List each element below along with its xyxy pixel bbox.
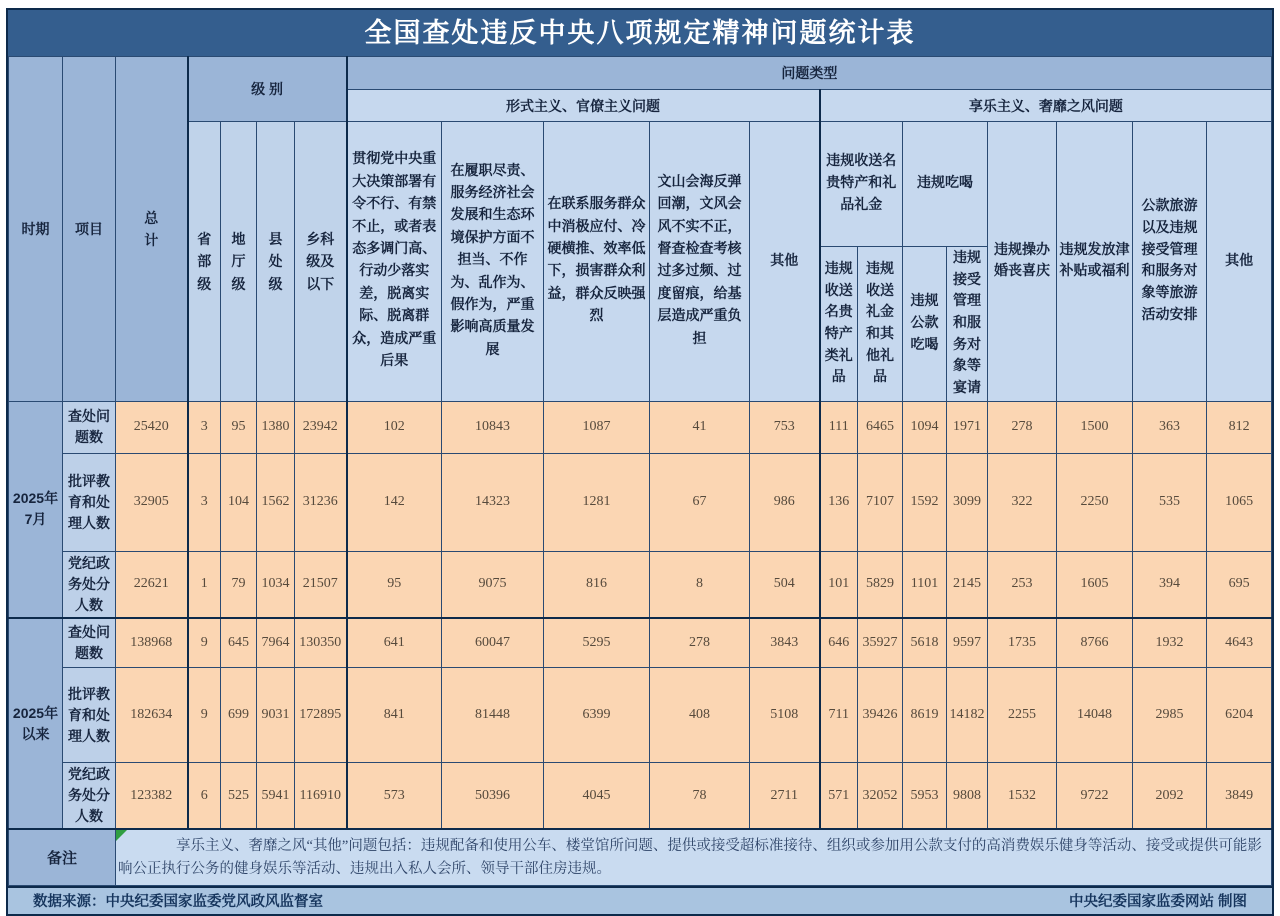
- credit-text: 中央纪委国家监委网站 制图: [1068, 894, 1247, 911]
- period-cell: 2025年以来: [9, 618, 63, 830]
- corner-marker-triangle-icon: [116, 830, 127, 841]
- value-cell: 9597: [947, 618, 988, 668]
- col-header-item: 项目: [63, 57, 116, 402]
- col-header-banquet-invitations: 违规接受管理和服务对象等宴请: [947, 247, 988, 402]
- value-cell: 2711: [750, 763, 820, 830]
- note-text: 享乐主义、奢靡之风“其他”问题包括：违规配备和使用公车、楼堂馆所问题、提供或接受超标准接待、组织或参加用公款支付的高消费娱乐健身等活动、接受或提供可能影响公正执行公务的健身娱乐等活动、违规出入私人会所、领导干部住房违规。: [118, 838, 1262, 877]
- value-cell: 50396: [442, 763, 544, 830]
- value-cell: 1605: [1057, 551, 1133, 618]
- item-cell: 党纪政务处分人数: [63, 763, 116, 830]
- value-cell: 8766: [1057, 618, 1133, 668]
- table-row: [9, 551, 1272, 618]
- value-cell: 14323: [442, 453, 544, 551]
- data-source-text: 数据来源：中央纪委国家监委党风政风监督室: [33, 894, 323, 911]
- value-cell: 1281: [544, 453, 650, 551]
- value-cell: 699: [221, 668, 257, 763]
- value-cell: 7964: [257, 618, 295, 668]
- period-cell: 2025年7月: [9, 401, 63, 618]
- value-cell: 3: [188, 453, 221, 551]
- value-cell: 7107: [858, 453, 903, 551]
- value-cell: 182634: [116, 668, 188, 763]
- value-cell: 6399: [544, 668, 650, 763]
- value-cell: 1087: [544, 401, 650, 453]
- value-cell: 130350: [295, 618, 347, 668]
- value-cell: 101: [820, 551, 858, 618]
- value-cell: 2145: [947, 551, 988, 618]
- value-cell: 646: [820, 618, 858, 668]
- value-cell: 1380: [257, 401, 295, 453]
- value-cell: 32052: [858, 763, 903, 830]
- item-cell: 批评教育和处理人数: [63, 453, 116, 551]
- table-row: [9, 453, 1272, 551]
- value-cell: 525: [221, 763, 257, 830]
- value-cell: 816: [544, 551, 650, 618]
- col-header-gift-money: 违规收送礼金和其他礼品: [858, 247, 903, 402]
- group-header-problem-type: 问题类型: [347, 57, 1272, 90]
- col-header-formalism-1: 贯彻党中央重大决策部署有令不行、有禁不止，或者表态多调门高、行动少落实差，脱离实际、脱离群众，造成严重后果: [347, 122, 442, 402]
- col-header-township-level: 乡科级及以下: [295, 122, 347, 402]
- source-bar: [8, 886, 1272, 914]
- value-cell: 504: [750, 551, 820, 618]
- value-cell: 9: [188, 618, 221, 668]
- value-cell: 3: [188, 401, 221, 453]
- value-cell: 1: [188, 551, 221, 618]
- value-cell: 812: [1207, 401, 1272, 453]
- value-cell: 2250: [1057, 453, 1133, 551]
- value-cell: 1094: [903, 401, 947, 453]
- table-row: [9, 763, 1272, 830]
- col-header-public-travel: 公款旅游以及违规接受管理和服务对象等旅游活动安排: [1133, 122, 1207, 402]
- col-header-province-level: 省部级: [188, 122, 221, 402]
- col-header-formalism-other: 其他: [750, 122, 820, 402]
- col-header-allowances: 违规发放津补贴或福利: [1057, 122, 1133, 402]
- value-cell: 1932: [1133, 618, 1207, 668]
- item-cell: 查处问题数: [63, 618, 116, 668]
- item-cell: 查处问题数: [63, 401, 116, 453]
- group-header-formalism: 形式主义、官僚主义问题: [347, 90, 820, 122]
- value-cell: 408: [650, 668, 750, 763]
- col-header-prefecture-level: 地厅级: [221, 122, 257, 402]
- value-cell: 1592: [903, 453, 947, 551]
- value-cell: 5618: [903, 618, 947, 668]
- value-cell: 278: [650, 618, 750, 668]
- page-title: 全国查处违反中央八项规定精神问题统计表: [8, 10, 1272, 56]
- note-label: 备注: [9, 829, 116, 885]
- value-cell: 2092: [1133, 763, 1207, 830]
- value-cell: 9808: [947, 763, 988, 830]
- value-cell: 4643: [1207, 618, 1272, 668]
- value-cell: 4045: [544, 763, 650, 830]
- group-header-gifts: 违规收送名贵特产和礼品礼金: [820, 122, 903, 247]
- total-label: 总计: [144, 209, 159, 248]
- value-cell: 23942: [295, 401, 347, 453]
- group-header-hedonism: 享乐主义、奢靡之风问题: [820, 90, 1272, 122]
- item-cell: 批评教育和处理人数: [63, 668, 116, 763]
- value-cell: 123382: [116, 763, 188, 830]
- value-cell: 41: [650, 401, 750, 453]
- value-cell: 1532: [988, 763, 1057, 830]
- value-cell: 6204: [1207, 668, 1272, 763]
- col-header-formalism-4: 文山会海反弹回潮，文风会风不实不正，督查检查考核过多过频、过度留痕，给基层造成严重负担: [650, 122, 750, 402]
- value-cell: 3843: [750, 618, 820, 668]
- value-cell: 1500: [1057, 401, 1133, 453]
- value-cell: 8: [650, 551, 750, 618]
- col-header-total: [116, 57, 188, 402]
- col-header-gift-specialty: 违规收送名贵特产类礼品: [820, 247, 858, 402]
- stats-table: [8, 56, 1272, 886]
- value-cell: 1065: [1207, 453, 1272, 551]
- header-row-3: [9, 122, 1272, 247]
- value-cell: 116910: [295, 763, 347, 830]
- table-row: [9, 668, 1272, 763]
- value-cell: 10843: [442, 401, 544, 453]
- value-cell: 5941: [257, 763, 295, 830]
- col-header-county-level: 县处级: [257, 122, 295, 402]
- value-cell: 31236: [295, 453, 347, 551]
- value-cell: 8619: [903, 668, 947, 763]
- value-cell: 102: [347, 401, 442, 453]
- value-cell: 841: [347, 668, 442, 763]
- value-cell: 78: [650, 763, 750, 830]
- value-cell: 1971: [947, 401, 988, 453]
- item-cell: 党纪政务处分人数: [63, 551, 116, 618]
- note-row: [9, 829, 1272, 885]
- value-cell: 5108: [750, 668, 820, 763]
- value-cell: 21507: [295, 551, 347, 618]
- col-header-formalism-2: 在履职尽责、服务经济社会发展和生态环境保护方面不担当、不作为、乱作为、假作为，严重影响高质量发展: [442, 122, 544, 402]
- value-cell: 35927: [858, 618, 903, 668]
- value-cell: 641: [347, 618, 442, 668]
- value-cell: 573: [347, 763, 442, 830]
- value-cell: 67: [650, 453, 750, 551]
- value-cell: 3099: [947, 453, 988, 551]
- value-cell: 3849: [1207, 763, 1272, 830]
- value-cell: 322: [988, 453, 1057, 551]
- value-cell: 104: [221, 453, 257, 551]
- value-cell: 394: [1133, 551, 1207, 618]
- value-cell: 986: [750, 453, 820, 551]
- col-header-hedonism-other: 其他: [1207, 122, 1272, 402]
- value-cell: 1735: [988, 618, 1057, 668]
- value-cell: 1562: [257, 453, 295, 551]
- value-cell: 14182: [947, 668, 988, 763]
- value-cell: 32905: [116, 453, 188, 551]
- value-cell: 711: [820, 668, 858, 763]
- value-cell: 1101: [903, 551, 947, 618]
- value-cell: 111: [820, 401, 858, 453]
- value-cell: 6: [188, 763, 221, 830]
- value-cell: 2985: [1133, 668, 1207, 763]
- value-cell: 2255: [988, 668, 1057, 763]
- value-cell: 25420: [116, 401, 188, 453]
- col-header-period: 时期: [9, 57, 63, 402]
- value-cell: 363: [1133, 401, 1207, 453]
- value-cell: 60047: [442, 618, 544, 668]
- col-header-weddings-funerals: 违规操办婚丧喜庆: [988, 122, 1057, 402]
- table-row: [9, 401, 1272, 453]
- value-cell: 22621: [116, 551, 188, 618]
- value-cell: 5295: [544, 618, 650, 668]
- value-cell: 753: [750, 401, 820, 453]
- value-cell: 695: [1207, 551, 1272, 618]
- value-cell: 95: [221, 401, 257, 453]
- value-cell: 645: [221, 618, 257, 668]
- value-cell: 5953: [903, 763, 947, 830]
- statistics-table-container: [6, 8, 1274, 916]
- value-cell: 9722: [1057, 763, 1133, 830]
- value-cell: 1034: [257, 551, 295, 618]
- value-cell: 136: [820, 453, 858, 551]
- value-cell: 278: [988, 401, 1057, 453]
- header-row-1: [9, 57, 1272, 90]
- value-cell: 6465: [858, 401, 903, 453]
- value-cell: 14048: [1057, 668, 1133, 763]
- value-cell: 571: [820, 763, 858, 830]
- value-cell: 39426: [858, 668, 903, 763]
- value-cell: 172895: [295, 668, 347, 763]
- value-cell: 5829: [858, 551, 903, 618]
- col-header-formalism-3: 在联系服务群众中消极应付、冷硬横推、效率低下，损害群众利益，群众反映强烈: [544, 122, 650, 402]
- value-cell: 79: [221, 551, 257, 618]
- group-header-dining: 违规吃喝: [903, 122, 988, 247]
- value-cell: 9031: [257, 668, 295, 763]
- value-cell: 142: [347, 453, 442, 551]
- group-header-level: 级 别: [188, 57, 347, 122]
- value-cell: 9075: [442, 551, 544, 618]
- note-text-cell: [116, 829, 1272, 885]
- value-cell: 535: [1133, 453, 1207, 551]
- value-cell: 95: [347, 551, 442, 618]
- col-header-public-funds-dining: 违规公款吃喝: [903, 247, 947, 402]
- table-row: [9, 618, 1272, 668]
- value-cell: 81448: [442, 668, 544, 763]
- value-cell: 9: [188, 668, 221, 763]
- value-cell: 253: [988, 551, 1057, 618]
- value-cell: 138968: [116, 618, 188, 668]
